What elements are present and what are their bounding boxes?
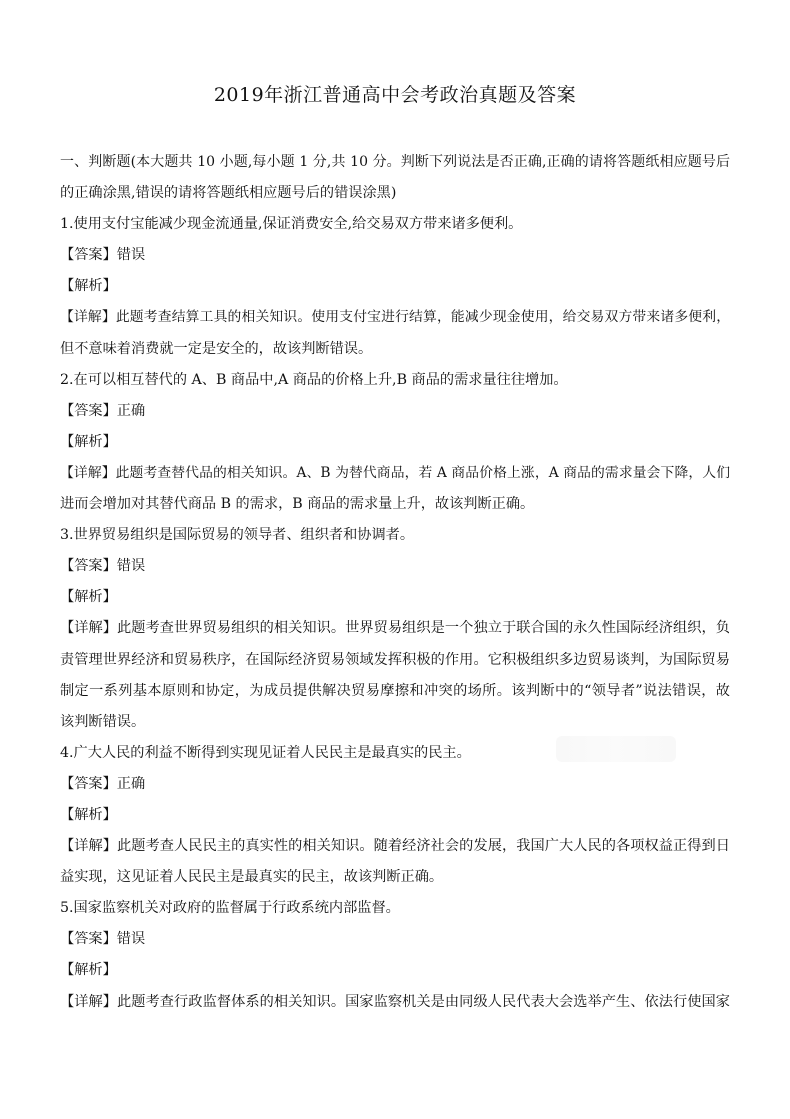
text-line: 【答案】错误 [60,247,146,264]
faint-watermark [556,736,676,762]
text-line: 5.国家监察机关对政府的监督属于行政系统内部监督。 [60,900,400,917]
document-body [60,147,730,1018]
text-line: 【答案】错误 [60,931,146,948]
text-line: 3.世界贸易组织是国际贸易的领导者、组织者和协调者。 [60,527,415,544]
text-line: 制定一系列基本原则和协定，为成员提供解决贸易摩擦和冲突的场所。该判断中的“领导者”说法错误，故 [60,682,730,699]
page-title: 2019年浙江普通高中会考政治真题及答案 [213,84,577,106]
text-line: 【解析】 [60,589,117,606]
text-line: 的正确涂黑,错误的请将答题纸相应题号后的错误涂黑) [60,185,397,202]
text-line: 进而会增加对其替代商品 B 的需求，B 商品的需求量上升，故该判断正确。 [60,496,535,513]
text-line: 【详解】此题考查结算工具的相关知识。使用支付宝进行结算，能减少现金使用，给交易双方带来诸多便利， [60,309,730,326]
text-line: 责管理世界经济和贸易秩序，在国际经济贸易领域发挥积极的作用。它积极组织多边贸易谈判，为国际贸易 [60,651,730,668]
text-line: 【详解】此题考查替代品的相关知识。A、B 为替代商品，若 A 商品价格上涨，A 商品的需求量会下降，人们 [60,464,730,481]
text-line: 【解析】 [60,433,117,450]
text-line: 【解析】 [60,278,117,295]
text-line: 2.在可以相互替代的 A、B 商品中,A 商品的价格上升,B 商品的需求量往往增加。 [60,371,568,388]
text-line: 【解析】 [60,806,117,823]
text-line: 一、判断题(本大题共 10 小题,每小题 1 分,共 10 分。判断下列说法是否正确,正确的请将答题纸相应题号后 [60,154,730,170]
text-line: 【解析】 [60,962,117,979]
text-line: 但不意味着消费就一定是安全的，故该判断错误。 [60,340,373,357]
text-line: 【详解】此题考查行政监督体系的相关知识。国家监察机关是由同级人民代表大会选举产生、依法行使国家 [60,993,730,1010]
text-line: 【详解】此题考查人民民主的真实性的相关知识。随着经济社会的发展，我国广大人民的各项权益正得到日 [60,838,730,855]
text-line: 4.广大人民的利益不断得到实现见证着人民民主是最真实的民主。 [60,744,471,761]
text-line: 益实现，这见证着人民民主是最真实的民主，故该判断正确。 [60,869,444,886]
text-line: 1.使用支付宝能减少现金流通量,保证消费安全,给交易双方带来诸多便利。 [60,216,523,233]
text-line: 【答案】正确 [60,775,146,792]
text-line: 【答案】错误 [60,558,146,575]
text-line: 【答案】正确 [60,402,146,419]
text-line: 该判断错误。 [60,713,146,730]
text-line: 【详解】此题考查世界贸易组织的相关知识。世界贸易组织是一个独立于联合国的永久性国际经济组织，负 [60,620,730,637]
